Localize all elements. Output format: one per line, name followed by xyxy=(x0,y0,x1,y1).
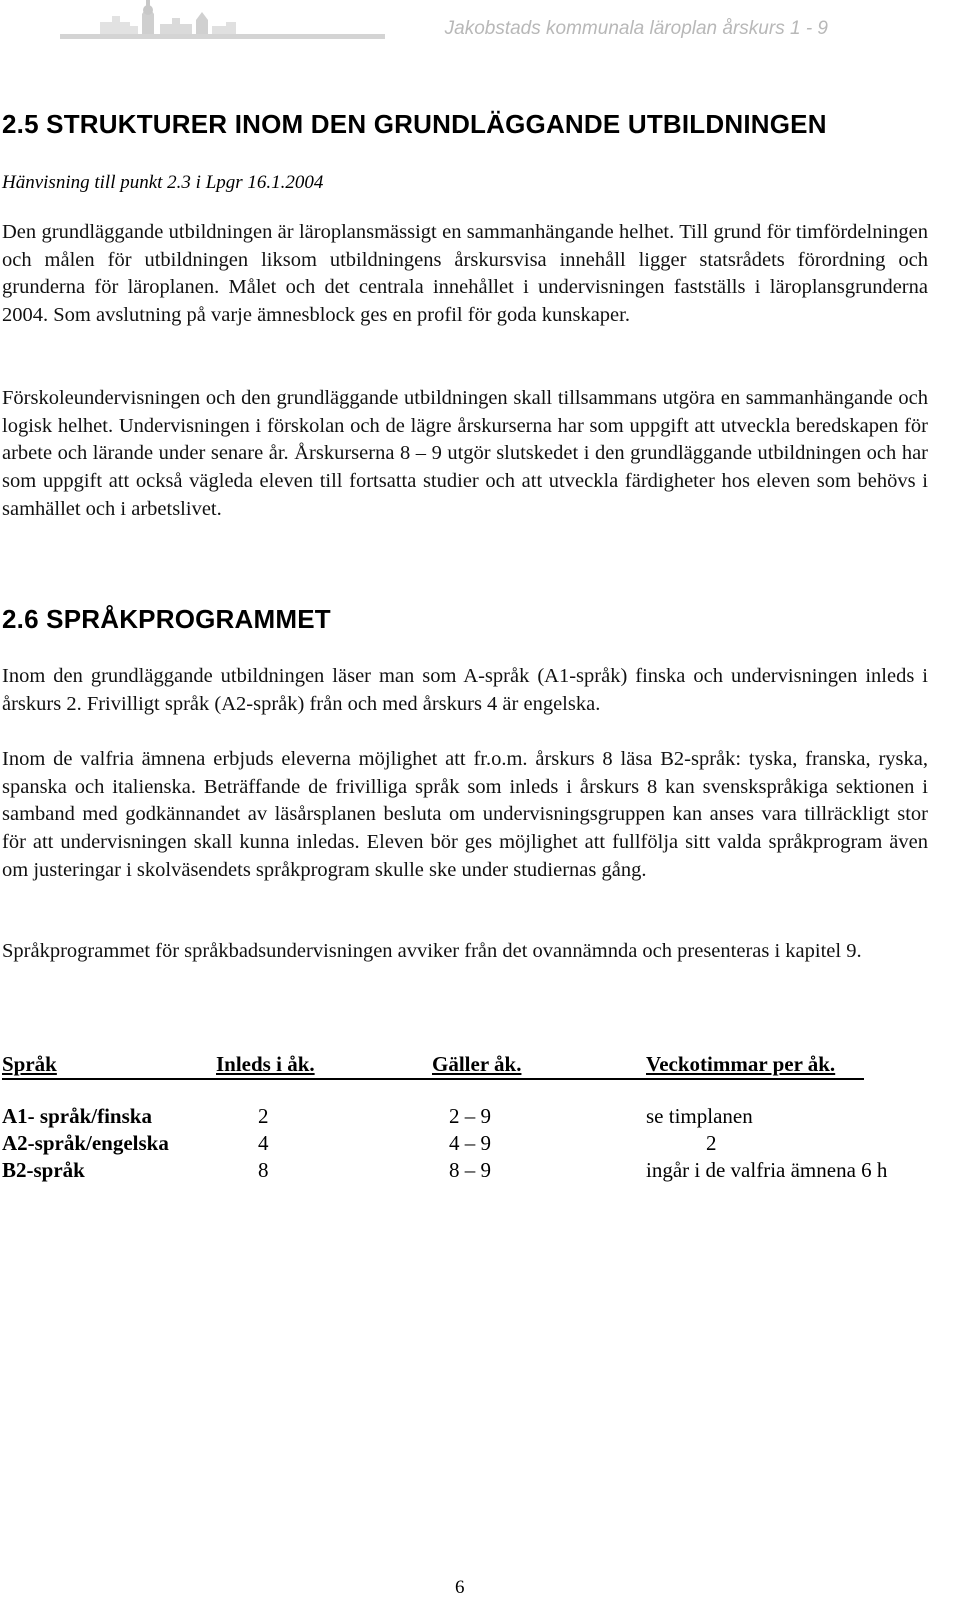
document-header-title: Jakobstads kommunala läroplan årskurs 1 - 9 xyxy=(444,18,828,39)
section-heading-language-program: 2.6 SPRÅKPROGRAMMET xyxy=(2,604,331,634)
table-header-weekly-hours: Veckotimmar per åk. xyxy=(646,1052,836,1076)
table-cell-grades: 2 – 9 xyxy=(449,1104,491,1128)
table-cell-start-grade: 4 xyxy=(258,1131,269,1155)
section-heading-structures: 2.5 STRUKTURER INOM DEN GRUNDLÄGGANDE UTBILDNINGEN xyxy=(2,109,827,139)
table-header-underline xyxy=(2,1078,864,1080)
page-header xyxy=(0,0,960,60)
jakobstad-skyline-logo xyxy=(60,0,385,42)
paragraph: Inom de valfria ämnena erbjuds eleverna möjlighet att fr.o.m. årskurs 8 läsa B2-språk: tyska, franska, ryska, spanska och italienska. Beträffande de frivilliga språk som inleds i årskurs 8 kan svenskspråkiga sektionen i samband med godkännandet av läsårsplanen besluta om undervisningsgruppen kan anses vara tillräckligt stor för att undervisningen skall kunna inledas. Eleven bör ges möjlighet att fullfölja sitt valda språkprogram även om justeringar i skolväsendets språkprogram skulle ske under studiernas gång. xyxy=(2,748,928,881)
language-table xyxy=(0,1044,960,1194)
table-header-start-grade: Inleds i åk. xyxy=(216,1052,315,1076)
table-cell-grades: 4 – 9 xyxy=(449,1131,491,1155)
table-header-grades: Gäller åk. xyxy=(432,1052,522,1076)
table-cell-weekly-hours: ingår i de valfria ämnena 6 h xyxy=(646,1158,888,1182)
table-cell-language: A1- språk/finska xyxy=(2,1104,152,1128)
table-cell-grades: 8 – 9 xyxy=(449,1158,491,1182)
page-number: 6 xyxy=(455,1577,465,1598)
paragraph: Förskoleundervisningen och den grundläggande utbildningen skall tillsammans utgöra en sammanhängande och logisk helhet. Undervisningen i förskolan och de lägre årskurserna har som uppgift att utveckla beredskapen för arbete och lärande under senare år. Årskurserna 8 – 9 utgör slutskedet i den grundläggande utbildningen och har som uppgift att också vägleda eleven till fortsatta studier och att utveckla färdigheter hos eleven som behövs i samhället och i arbetslivet. xyxy=(2,387,928,520)
table-cell-language: B2-språk xyxy=(2,1158,85,1182)
table-cell-weekly-hours: 2 xyxy=(706,1131,717,1155)
table-cell-start-grade: 2 xyxy=(258,1104,269,1128)
paragraph: Inom den grundläggande utbildningen läser man som A-språk (A1-språk) finska och undervisningen inleds i årskurs 2. Frivilligt språk (A2-språk) från och med årskurs 4 är engelska. xyxy=(2,665,928,715)
table-header-language: Språk xyxy=(2,1052,57,1076)
reference-note: Hänvisning till punkt 2.3 i Lpgr 16.1.2004 xyxy=(2,172,324,193)
paragraph: Den grundläggande utbildningen är läroplansmässigt en sammanhängande helhet. Till grund för timfördelningen och målen för utbildningen liksom utbildningens årskursvisa innehåll ligger statsrådets förordning och grunderna för läroplanen. Målet och det centrala innehållet i undervisningen fastställs i läroplansgrunderna 2004. Som avslutning på varje ämnesblock ges en profil för goda kunskaper. xyxy=(2,221,928,327)
paragraph: Språkprogrammet för språkbadsundervisningen avviker från det ovannämnda och presenteras i kapitel 9. xyxy=(2,940,862,962)
table-cell-weekly-hours: se timplanen xyxy=(646,1104,753,1128)
table-cell-start-grade: 8 xyxy=(258,1158,269,1182)
table-cell-language: A2-språk/engelska xyxy=(2,1131,169,1155)
